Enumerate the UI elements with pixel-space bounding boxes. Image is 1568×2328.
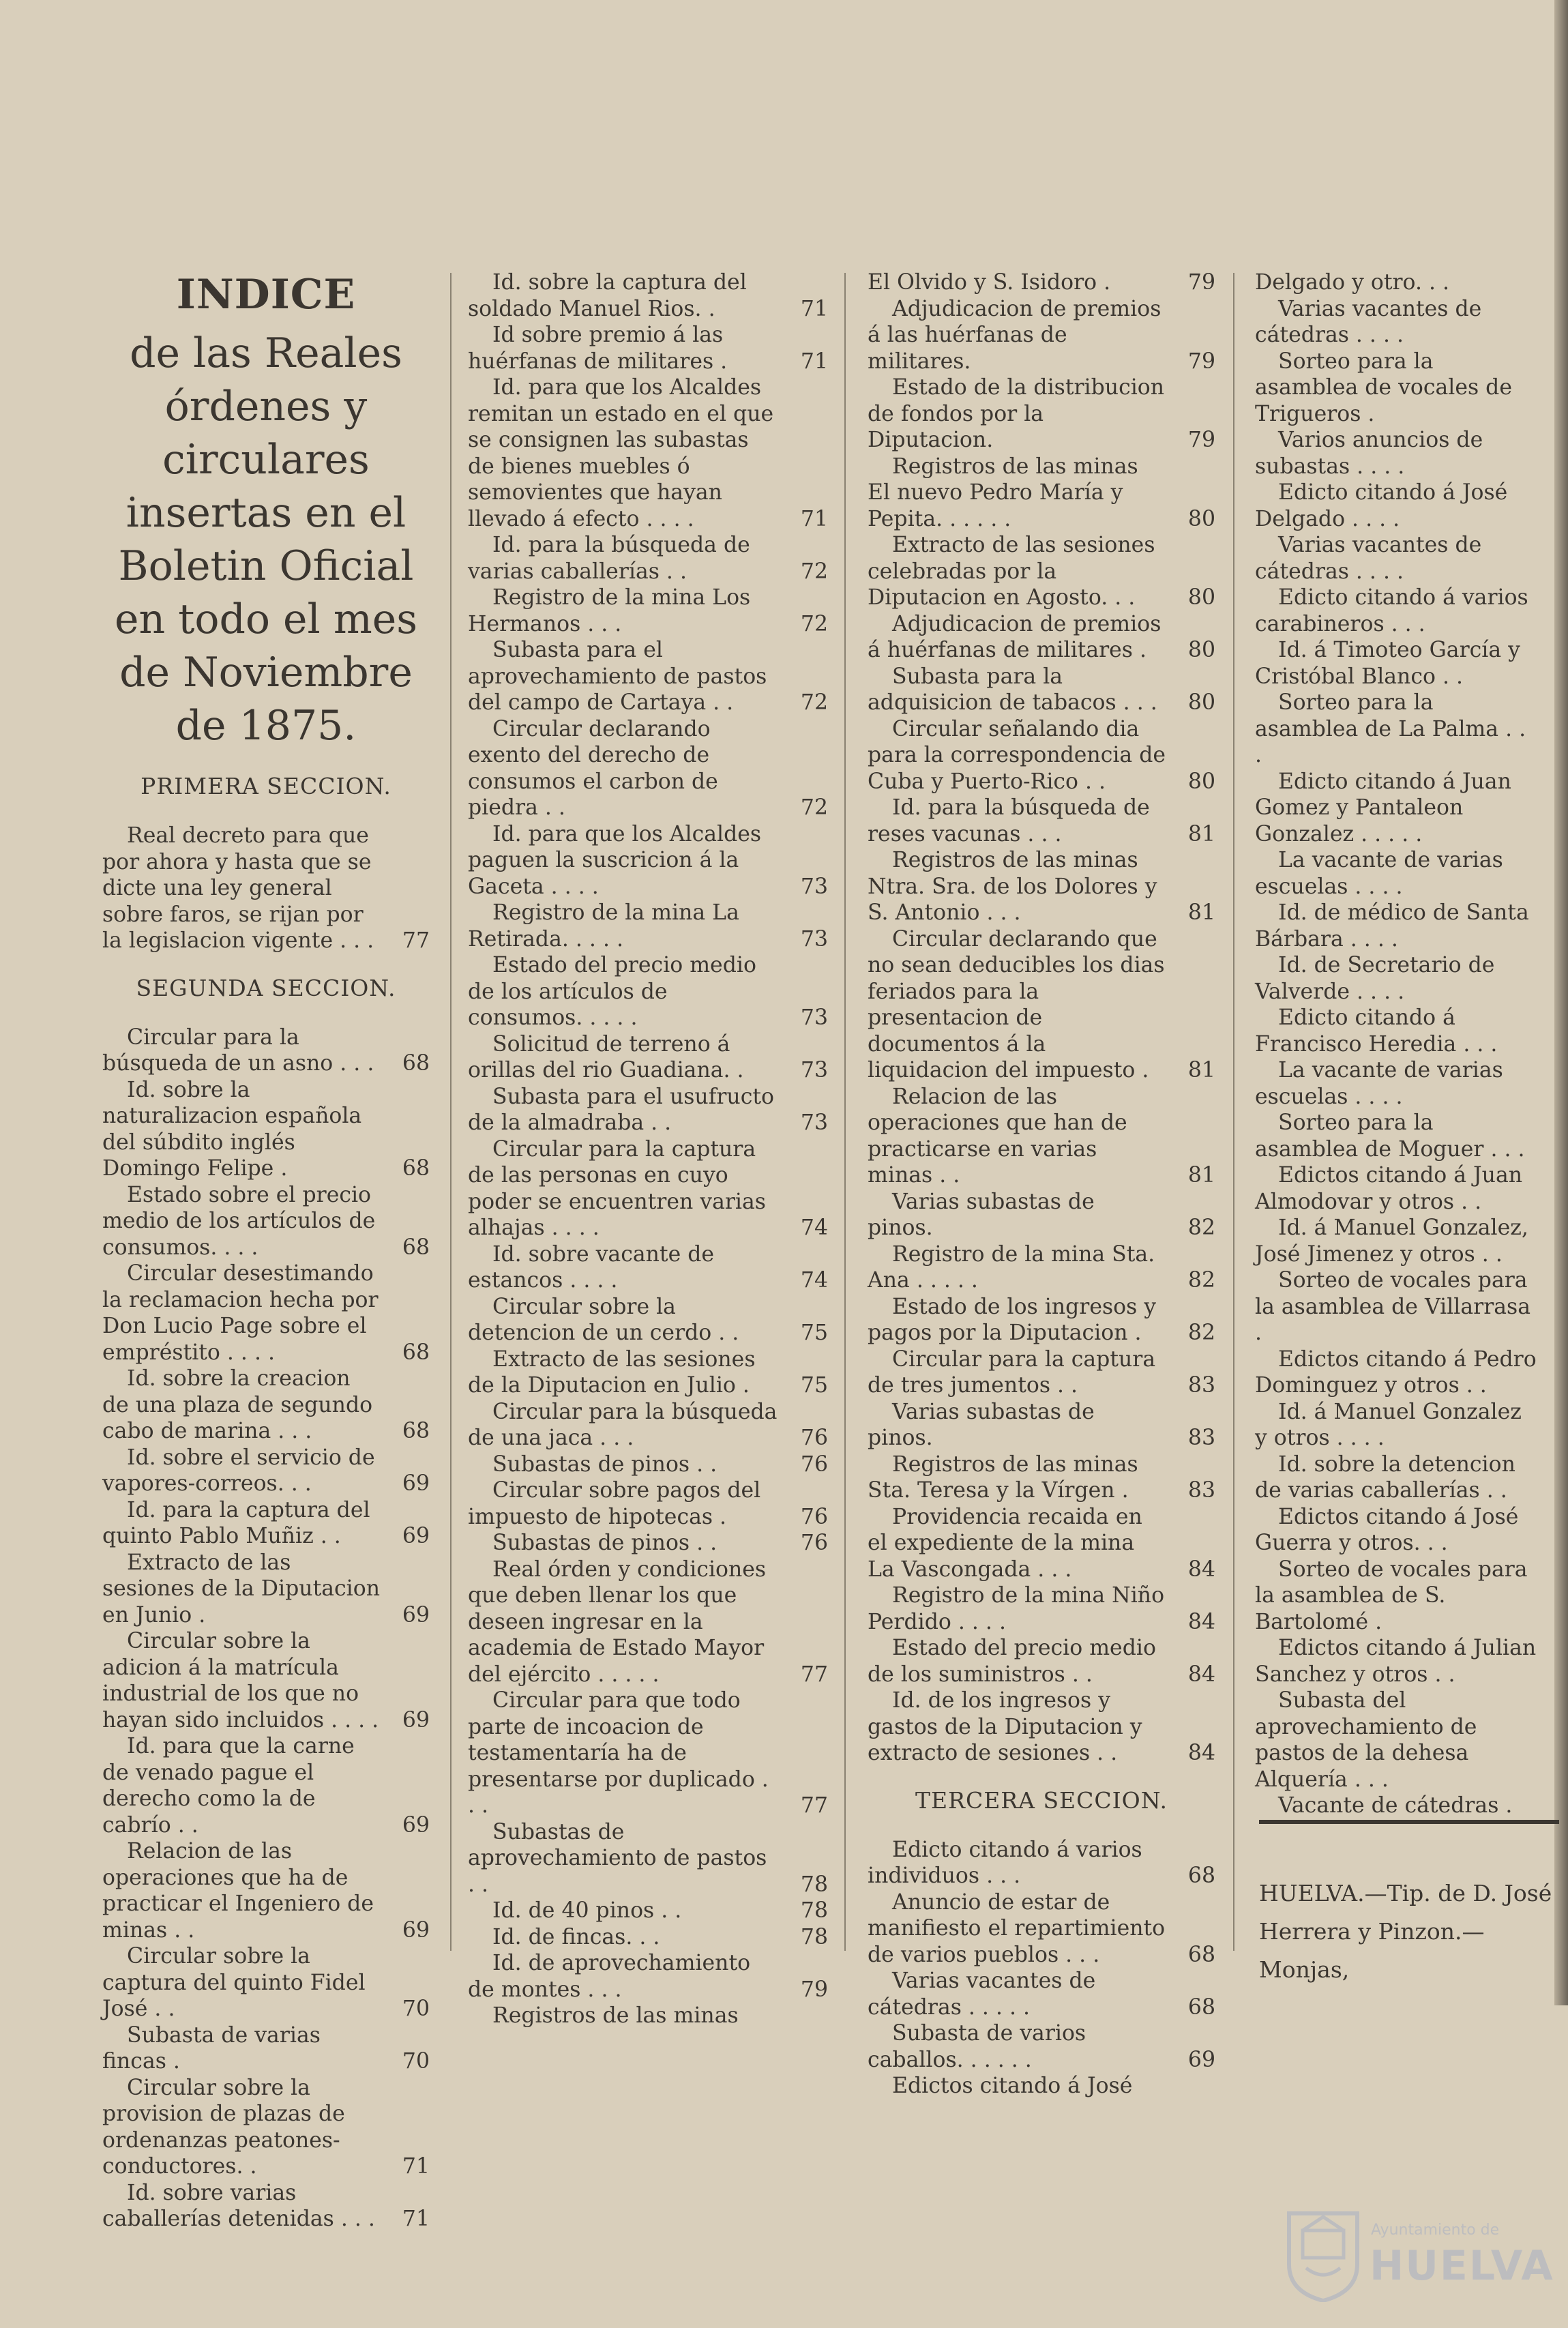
entry-text: Circular para la captura de las personas en cuyo poder se encuentren varias alhajas . . . . — [468, 1136, 766, 1240]
column-rule — [1233, 273, 1234, 1951]
entry-text: Id. sobre la creacion de una plaza de segundo cabo de marina . . . — [102, 1366, 373, 1443]
entry-page-number: 82 — [1187, 1215, 1215, 1240]
entry-page-number: 79 — [1187, 349, 1215, 374]
entry-page-number: 73 — [800, 1058, 828, 1082]
entry-page-number: 71 — [800, 296, 828, 321]
entry-text: Extracto de las sesiones de la Diputacion en Junio . — [102, 1550, 380, 1627]
entry-text: Edictos citando á Julian Sanchez y otros . . — [1255, 1636, 1537, 1687]
entry-text: Id. sobre vacante de estancos . . . . — [468, 1241, 715, 1293]
section-heading-primera: PRIMERA SECCION. — [140, 773, 391, 799]
tercera-list — [868, 1837, 1215, 2099]
index-entry — [868, 296, 1215, 375]
index-entry — [868, 1452, 1215, 1504]
index-entry — [468, 1819, 828, 1898]
index-entry — [868, 1294, 1215, 1346]
index-entry — [468, 1241, 828, 1294]
index-entry — [868, 716, 1215, 795]
entry-text: Subasta del aprovechamiento de pastos de la dehesa Alquería . . . — [1255, 1688, 1477, 1792]
entry-text: Real órden y condiciones que deben llenar los que deseen ingresar en la academia de Estado Mayor del ejército . . . . . — [468, 1557, 767, 1687]
entry-page-number: 82 — [1187, 1268, 1215, 1293]
entry-text: Estado de los ingresos y pagos por la Diputacion . — [868, 1294, 1157, 1345]
index-entry — [868, 269, 1215, 296]
entry-text: Subastas de aprovechamiento de pastos . . — [468, 1819, 767, 1897]
entry-page-number: 73 — [800, 1005, 828, 1030]
closing-rule — [1259, 1820, 1559, 1824]
entry-text: Edictos citando á José Guerra y otros. . . — [1255, 1504, 1519, 1555]
entry-text: Id. de los ingresos y gastos de la Diputacion y extracto de sesiones . . — [868, 1688, 1142, 1765]
entry-text: Circular declarando exento del derecho de consumos el carbon de piedra . . — [468, 716, 718, 820]
index-entry — [102, 2180, 430, 2233]
entry-text: Registro de la mina Sta. Ana . . . . . — [868, 1241, 1155, 1293]
entry-page-number: 72 — [800, 795, 828, 820]
index-entry — [468, 585, 828, 637]
index-entry — [468, 1399, 828, 1452]
entry-text: Id. á Manuel Gonzalez y otros . . . . — [1255, 1399, 1522, 1450]
entry-text: Circular para la búsqueda de un asno . . . — [102, 1025, 374, 1076]
entry-text: Circular para que todo parte de incoacion de testamentaría ha de presentarse por duplicado . . . — [468, 1688, 769, 1818]
entry-page-number: 69 — [402, 1707, 430, 1733]
index-entry — [468, 2003, 828, 2029]
entry-page-number: 72 — [800, 690, 828, 715]
index-entry — [102, 1261, 430, 1366]
entry-text: Varias subastas de pinos. — [868, 1189, 1095, 1240]
index-entry — [868, 1635, 1215, 1688]
index-entry — [102, 1182, 430, 1261]
entry-page-number: 71 — [800, 506, 828, 531]
index-entry — [1255, 1215, 1538, 1267]
index-entry — [102, 2022, 430, 2075]
entry-text: Circular sobre pagos del impuesto de hipotecas . — [468, 1478, 761, 1529]
entry-page-number: 80 — [1187, 690, 1215, 715]
index-subtitle: de las Reales órdenes y circulares insertas en el Boletin Oficial en todo el mes de Noviembre de 1875. — [114, 329, 418, 750]
entry-page-number: 71 — [800, 349, 828, 374]
entry-text: Providencia recaida en el expediente de la mina La Vascongada . . . — [868, 1504, 1142, 1582]
index-entry — [468, 637, 828, 716]
entry-text: Registro de la mina La Retirada. . . . . — [468, 900, 739, 952]
index-entry — [468, 1031, 828, 1084]
entry-page-number: 80 — [1187, 769, 1215, 794]
entry-text: El Olvido y S. Isidoro . — [868, 270, 1111, 295]
entry-text: Registros de las minas Ntra. Sra. de los Dolores y S. Antonio . . . — [868, 848, 1157, 925]
entry-text: Subastas de pinos . . — [492, 1531, 718, 1555]
entry-text: Subasta para la adquisicion de tabacos . . . — [868, 664, 1157, 715]
entry-text: Adjudicacion de premios á huérfanas de militares . — [868, 611, 1162, 662]
index-entry — [1255, 532, 1538, 585]
entry-text: Id. para que los Alcaldes paguen la suscricion á la Gaceta . . . . — [468, 821, 762, 899]
entry-text: Id. á Manuel Gonzalez, José Jimenez y otros . . — [1255, 1215, 1528, 1267]
entry-text: La vacante de varias escuelas . . . . — [1255, 1058, 1503, 1109]
entry-text: Estado sobre el precio medio de los artículos de consumos. . . . — [102, 1182, 376, 1260]
entry-page-number: 78 — [800, 1924, 828, 1949]
column-3-list — [868, 269, 1215, 1767]
entry-text: Circular desestimando la reclamacion hecha por Don Lucio Page sobre el empréstito . . . . — [102, 1261, 379, 1365]
entry-page-number: 79 — [800, 1977, 828, 2002]
entry-page-number: 71 — [402, 2207, 430, 2231]
entry-page-number: 69 — [402, 1812, 430, 1838]
entry-text: Id. de aprovechamiento de montes . . . — [468, 1951, 751, 2002]
entry-text: Edicto citando á varios individuos . . . — [868, 1837, 1142, 1888]
entry-text: Varias vacantes de cátedras . . . . — [1255, 296, 1482, 347]
entry-text: Edicto citando á varios carabineros . . . — [1255, 585, 1528, 636]
watermark-big-text: HUELVA — [1370, 2242, 1554, 2290]
entry-page-number: 78 — [800, 1898, 828, 1923]
entry-text: Anuncio de estar de manifiesto el repartimiento de varios pueblos . . . — [868, 1889, 1166, 1967]
printer-imprint — [1259, 1874, 1559, 1989]
entry-page-number: 69 — [402, 1524, 430, 1548]
index-entry — [102, 1445, 430, 1497]
index-entry — [868, 847, 1215, 926]
index-entry — [102, 1550, 430, 1629]
entry-text: Subasta para el usufructo de la almadraba . . — [468, 1084, 774, 1135]
column-3 — [868, 269, 1215, 2099]
index-entry — [868, 1889, 1215, 1969]
index-entry — [1255, 1557, 1538, 1636]
entry-text: Circular para la búsqueda de una jaca . . . — [468, 1399, 778, 1450]
entry-text: Registro de la mina Los Hermanos . . . — [468, 585, 751, 636]
index-entry — [868, 1968, 1215, 2020]
entry-text: Delgado y otro. . . — [1255, 270, 1450, 295]
entry-page-number: 84 — [1187, 1662, 1215, 1687]
index-entry — [468, 1530, 828, 1557]
index-entry — [868, 374, 1215, 454]
entry-page-number: 68 — [402, 1235, 430, 1260]
entry-text: Relacion de las operaciones que han de practicarse en varias minas . . — [868, 1084, 1127, 1188]
entry-text: Edictos citando á Juan Almodovar y otros . . — [1255, 1163, 1523, 1214]
entry-text: Subasta para el aprovechamiento de pastos del campo de Cartaya . . — [468, 638, 767, 715]
entry-text: Edicto citando á Francisco Heredia . . . — [1255, 1005, 1498, 1057]
entry-page-number: 73 — [800, 926, 828, 952]
index-entry — [468, 716, 828, 821]
entry-text: Id. de 40 pinos . . — [492, 1898, 682, 1923]
index-entry — [868, 1582, 1215, 1635]
entry-text: Id. sobre el servicio de vapores-correos. . . — [102, 1445, 375, 1496]
archive-watermark — [1282, 2200, 1554, 2302]
column-2 — [468, 269, 828, 2029]
entry-page-number: 84 — [1187, 1557, 1215, 1582]
index-entry — [868, 611, 1215, 664]
entry-text: Registros de las minas El nuevo Pedro María y Pepita. . . . . . — [868, 454, 1138, 531]
index-entry — [1255, 1452, 1538, 1504]
entry-page-number: 81 — [1187, 1058, 1215, 1082]
entry-text: Vacante de cátedras . — [1278, 1793, 1513, 1818]
entry-page-number: 76 — [800, 1426, 828, 1450]
entry-text: Estado de la distribucion de fondos por la Diputacion. — [868, 375, 1165, 452]
entry-text: Varias subastas de pinos. — [868, 1399, 1095, 1450]
index-entry — [1255, 690, 1538, 769]
entry-page-number: 74 — [800, 1268, 828, 1293]
entry-page-number: 73 — [800, 874, 828, 899]
index-entry — [468, 1294, 828, 1346]
index-entry — [1255, 1110, 1538, 1162]
index-entry — [468, 952, 828, 1031]
entry-page-number: 70 — [402, 2049, 430, 2074]
index-entry — [102, 1733, 430, 1838]
entry-page-number: 77 — [402, 928, 430, 953]
index-entry — [468, 1557, 828, 1688]
entry-page-number: 82 — [1187, 1321, 1215, 1345]
index-entry — [102, 1077, 430, 1182]
entry-page-number: 76 — [800, 1531, 828, 1555]
imprint-line-1: HUELVA.—Tip. de D. José — [1259, 1880, 1552, 1906]
entry-page-number: 84 — [1187, 1741, 1215, 1765]
entry-text: Circular declarando que no sean deducibles los dias feriados para la presentacion de documentos á la liquidacion del impuesto . — [868, 926, 1165, 1082]
entry-text: Circular señalando dia para la correspondencia de Cuba y Puerto-Rico . . — [868, 716, 1166, 794]
entry-text: Sorteo para la asamblea de La Palma . . . — [1255, 690, 1526, 767]
index-entry — [1255, 585, 1538, 637]
entry-text: Id. de médico de Santa Bárbara . . . . — [1255, 900, 1529, 952]
index-entry — [868, 454, 1215, 533]
index-entry — [1255, 296, 1538, 349]
entry-text: Id. sobre la naturalizacion española del súbdito inglés Domingo Felipe . — [102, 1077, 362, 1181]
entry-text: Circular sobre la detencion de un cerdo . . — [468, 1294, 739, 1345]
entry-text: Id. sobre varias caballerías detenidas . . . — [102, 2180, 375, 2231]
index-entry — [868, 532, 1215, 611]
index-entry — [1255, 1688, 1538, 1793]
index-entry — [868, 795, 1215, 847]
entry-text: Varias vacantes de cátedras . . . . . — [868, 1969, 1096, 2020]
index-entry — [102, 1366, 430, 1445]
index-entry — [468, 269, 828, 322]
imprint-line-2: Herrera y Pinzon.—Monjas, — [1259, 1918, 1485, 1983]
entry-text: Registros de las minas — [492, 2003, 739, 2028]
column-rule — [450, 273, 452, 1951]
entry-text: Extracto de las sesiones de la Diputacion en Julio . — [468, 1346, 756, 1398]
entry-text: Solicitud de terreno á orillas del rio Guadiana. . — [468, 1031, 744, 1082]
entry-page-number: 81 — [1187, 900, 1215, 925]
column-1 — [102, 269, 430, 2233]
index-entry — [102, 1628, 430, 1733]
column-2-list — [468, 269, 828, 2029]
index-entry — [868, 926, 1215, 1084]
index-entry — [468, 1477, 828, 1530]
index-entry — [468, 322, 828, 374]
entry-page-number: 81 — [1187, 1163, 1215, 1188]
index-entry — [468, 1452, 828, 1478]
entry-text: Id. para la búsqueda de reses vacunas . . . — [868, 795, 1150, 846]
index-entry — [468, 1950, 828, 2003]
entry-text: Relacion de las operaciones que ha de practicar el Ingeniero de minas . . — [102, 1839, 374, 1943]
entry-page-number: 77 — [800, 1662, 828, 1687]
entry-text: Sorteo de vocales para la asamblea de S. Bartolomé . — [1255, 1557, 1528, 1634]
entry-text: Id. de Secretario de Valverde . . . . — [1255, 953, 1495, 1004]
column-4-list — [1255, 269, 1538, 1819]
entry-page-number: 74 — [800, 1215, 828, 1240]
entry-page-number: 76 — [800, 1452, 828, 1477]
column-4 — [1255, 269, 1538, 1819]
entry-text: Extracto de las sesiones celebradas por la Diputacion en Agosto. . . — [868, 533, 1155, 610]
entry-text: Id. para que la carne de venado pague el derecho como la de cabrío . . — [102, 1734, 355, 1838]
index-entry — [468, 374, 828, 532]
index-entry — [102, 1025, 430, 1077]
entry-page-number: 68 — [1187, 1863, 1215, 1888]
entry-page-number: 70 — [402, 1997, 430, 2021]
entry-text: Sorteo para la asamblea de Moguer . . . — [1255, 1110, 1525, 1162]
entry-page-number: 68 — [1187, 1942, 1215, 1967]
entry-page-number: 75 — [800, 1321, 828, 1345]
index-entry — [1255, 769, 1538, 848]
index-entry — [1255, 1793, 1538, 1819]
entry-text: Adjudicacion de premios á las huérfanas de militares. — [868, 296, 1162, 374]
entry-text: Circular para la captura de tres jumentos . . — [868, 1346, 1156, 1398]
entry-text: Edicto citando á José Delgado . . . . — [1255, 480, 1508, 531]
index-entry — [1255, 1399, 1538, 1452]
index-entry — [868, 1084, 1215, 1189]
entry-text: Registro de la mina Niño Perdido . . . . — [868, 1583, 1165, 1634]
entry-page-number: 69 — [402, 1471, 430, 1496]
entry-text: Varios anuncios de subastas . . . . — [1255, 428, 1483, 479]
index-entry — [1255, 1346, 1538, 1399]
entry-page-number: 68 — [402, 1051, 430, 1076]
index-entry — [468, 900, 828, 952]
entry-text: Estado del precio medio de los artículos de consumos. . . . . — [468, 953, 756, 1030]
page-edge-shadow — [1554, 0, 1568, 2005]
index-entry — [1255, 1057, 1538, 1110]
entry-page-number: 68 — [402, 1419, 430, 1443]
segunda-list — [102, 1025, 430, 2233]
entry-page-number: 71 — [402, 2154, 430, 2179]
entry-text: Subasta de varios caballos. . . . . . — [868, 2021, 1086, 2072]
entry-page-number: 80 — [1187, 506, 1215, 531]
entry-text: Subastas de pinos . . — [492, 1452, 718, 1477]
index-entry — [468, 1346, 828, 1399]
index-entry — [1255, 1267, 1538, 1346]
entry-text: Edictos citando á Pedro Dominguez y otros . . — [1255, 1346, 1537, 1398]
index-entry — [102, 1838, 430, 1943]
index-entry — [868, 2073, 1215, 2099]
entry-page-number: 75 — [800, 1373, 828, 1398]
entry-text: Id. sobre la captura del soldado Manuel Rios. . — [468, 270, 747, 321]
entry-page-number: 68 — [1187, 1994, 1215, 2020]
index-entry — [868, 2020, 1215, 2073]
index-entry — [1255, 1005, 1538, 1057]
index-entry — [1255, 900, 1538, 952]
entry-text: Circular sobre la provision de plazas de ordenanzas peatones-conductores. . — [102, 2075, 345, 2179]
entry-page-number: 72 — [800, 611, 828, 636]
index-entry — [468, 1084, 828, 1136]
index-entry — [102, 823, 430, 954]
index-entry — [868, 664, 1215, 716]
entry-text: Edicto citando á Juan Gomez y Pantaleon Gonzalez . . . . . — [1255, 769, 1511, 846]
entry-text: Id. de fincas. . . — [492, 1924, 660, 1949]
watermark-small-text: Ayuntamiento de — [1371, 2222, 1500, 2239]
entry-page-number: 77 — [800, 1793, 828, 1818]
index-entry — [102, 1497, 430, 1550]
entry-text: Sorteo de vocales para la asamblea de Villarrasa . — [1255, 1268, 1530, 1345]
section-heading-tercera: TERCERA SECCION. — [915, 1786, 1168, 1814]
index-entry — [468, 532, 828, 585]
entry-text: Id sobre premio á las huérfanas de militares . — [468, 323, 728, 374]
entry-page-number: 76 — [800, 1504, 828, 1529]
primera-list — [102, 823, 430, 954]
entry-page-number: 78 — [800, 1872, 828, 1897]
column-rule — [844, 273, 846, 1951]
index-entry — [468, 1688, 828, 1819]
index-entry — [868, 1189, 1215, 1241]
index-entry — [1255, 952, 1538, 1005]
index-entry — [868, 1399, 1215, 1452]
entry-text: Circular sobre la captura del quinto Fidel José . . — [102, 1944, 366, 2021]
index-entry — [1255, 1162, 1538, 1215]
entry-text: La vacante de varias escuelas . . . . — [1255, 848, 1503, 899]
entry-text: Estado del precio medio de los suministros . . — [868, 1636, 1156, 1687]
entry-text: Subasta de varias fincas . — [102, 2022, 321, 2074]
index-entry — [468, 1136, 828, 1241]
index-entry — [1255, 427, 1538, 480]
index-entry — [868, 1837, 1215, 1889]
entry-page-number: 79 — [1187, 270, 1215, 295]
index-title: INDICE — [176, 271, 356, 319]
index-entry — [1255, 847, 1538, 900]
entry-text: Sorteo para la asamblea de vocales de Trigueros . — [1255, 349, 1512, 426]
index-entry — [102, 1943, 430, 2022]
entry-text: Id. para la captura del quinto Pablo Muñiz . . — [102, 1497, 370, 1548]
index-entry — [1255, 1635, 1538, 1688]
entry-text: Registros de las minas Sta. Teresa y la Vírgen . — [868, 1452, 1138, 1503]
index-entry — [1255, 480, 1538, 532]
index-entry — [102, 2075, 430, 2180]
entry-page-number: 83 — [1187, 1478, 1215, 1503]
index-entry — [1255, 269, 1538, 296]
entry-page-number: 79 — [1187, 428, 1215, 452]
entry-text: Id. á Timoteo García y Cristóbal Blanco . . — [1255, 638, 1520, 689]
entry-page-number: 83 — [1187, 1426, 1215, 1450]
index-entry — [868, 1241, 1215, 1294]
entry-page-number: 69 — [1187, 2047, 1215, 2072]
entry-text: Id. para la búsqueda de varias caballerías . . — [468, 533, 750, 584]
entry-page-number: 80 — [1187, 585, 1215, 610]
entry-text: Edictos citando á José — [892, 2074, 1133, 2098]
city-crest-icon — [1282, 2200, 1364, 2302]
entry-text: Circular sobre la adicion á la matrícula industrial de los que no hayan sido incluidos . . . . — [102, 1629, 379, 1733]
index-entry — [868, 1504, 1215, 1583]
index-entry — [868, 1346, 1215, 1399]
entry-page-number: 73 — [800, 1110, 828, 1135]
index-entry — [1255, 637, 1538, 690]
index-entry — [1255, 349, 1538, 428]
entry-text: Real decreto para que por ahora y hasta que se dicte una ley general sobre faros, se rijan por la legislacion vigente . . . — [102, 823, 374, 953]
entry-text: Varias vacantes de cátedras . . . . — [1255, 533, 1482, 584]
entry-page-number: 83 — [1187, 1373, 1215, 1398]
entry-page-number: 81 — [1187, 821, 1215, 846]
entry-page-number: 84 — [1187, 1609, 1215, 1634]
entry-page-number: 69 — [402, 1602, 430, 1627]
index-entry — [468, 821, 828, 900]
entry-page-number: 72 — [800, 559, 828, 584]
section-heading-segunda: SEGUNDA SECCION. — [136, 974, 396, 1001]
entry-page-number: 68 — [402, 1156, 430, 1181]
entry-text: Id. para que los Alcaldes remitan un estado en el que se consignen las subastas de bienes muebles ó semovientes que hayan llevado á efecto . . . . — [468, 375, 774, 531]
entry-text: Id. sobre la detencion de varias caballerías . . — [1255, 1452, 1515, 1503]
index-entry — [468, 1924, 828, 1951]
index-entry — [868, 1688, 1215, 1767]
index-entry — [1255, 1504, 1538, 1557]
entry-page-number: 80 — [1187, 638, 1215, 662]
entry-page-number: 69 — [402, 1917, 430, 1943]
entry-page-number: 68 — [402, 1340, 430, 1365]
index-entry — [468, 1898, 828, 1924]
